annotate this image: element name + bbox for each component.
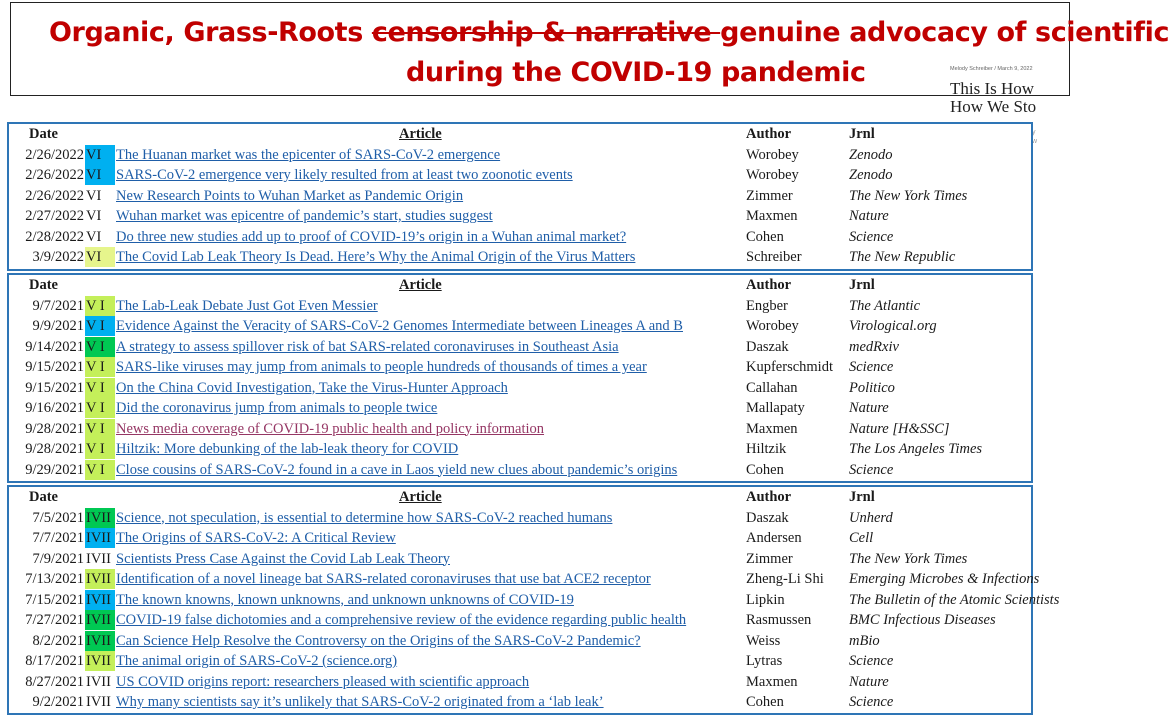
row-date: 8/17/2021 [25,653,84,669]
article-link[interactable]: The Lab-Leak Debate Just Got Even Messier [116,297,378,314]
table-row [9,610,1031,630]
row-author: Hiltzik [746,441,787,457]
row-journal: The Atlantic [849,297,921,314]
row-date: 2/28/2022 [25,228,84,245]
row-tag: IVII [85,610,115,630]
row-journal: The New York Times [849,550,968,567]
table-row [9,186,1031,206]
title-suffix: genuine advocacy of scientific [720,17,1169,48]
row-journal: The Los Angeles Times [849,441,983,457]
row-date: 7/15/2021 [25,591,84,608]
article-header: Article [399,277,442,293]
row-tag: VI [85,186,115,206]
article-link[interactable]: The Huanan market was the epicenter of SARS-CoV-2 emergence [116,146,501,163]
table-row [9,549,1031,569]
table-row [9,672,1031,692]
row-author: Cohen [746,694,784,710]
row-author: Worobey [746,146,799,163]
table-row [9,227,1031,247]
table-row [9,528,1031,548]
article-link[interactable]: SARS-CoV-2 emergence very likely resulted from at least two zoonotic events [116,167,573,183]
row-author: Daszak [746,509,789,526]
row-journal: The Bulletin of the Atomic Scientists [849,591,1060,608]
row-tag: VI [85,145,115,165]
row-date: 9/7/2021 [32,297,84,314]
journal-header: Jrnl [849,489,875,505]
page-title-line-1 [49,17,1169,48]
article-link[interactable]: Hiltzik: More debunking of the lab-leak theory for COVID [116,441,459,457]
article-link[interactable]: The Origins of SARS-CoV-2: A Critical Review [116,530,396,546]
row-author: Daszak [746,338,789,355]
article-link[interactable]: On the China Covid Investigation, Take the Virus-Hunter Approach [116,379,508,396]
table-row [9,316,1031,336]
row-date: 9/15/2021 [25,359,84,375]
row-journal: Politico [849,379,895,396]
row-journal: Virological.org [849,318,937,334]
date-header: Date [29,277,58,293]
article-link[interactable]: Close cousins of SARS-CoV-2 found in a cave in Laos yield new clues about pandemic’s origins [116,461,678,478]
row-tag: V I [85,337,115,357]
row-date: 9/15/2021 [25,379,84,396]
table-row [9,631,1031,651]
row-date: 2/26/2022 [25,187,84,204]
row-date: 9/14/2021 [25,338,84,355]
row-date: 9/9/2021 [32,318,84,334]
table-header [9,487,1031,507]
row-tag: IVII [85,692,115,712]
article-link[interactable]: A strategy to assess spillover risk of bat SARS-related coronaviruses in Southeast Asia [116,338,619,355]
title-struck-text: censorship & narrative [371,17,721,48]
row-date: 9/28/2021 [25,420,84,437]
row-journal: Cell [849,530,874,546]
row-date: 9/29/2021 [25,461,84,478]
table-row [9,508,1031,528]
row-author: Cohen [746,228,784,245]
row-tag: IVII [85,631,115,651]
article-header: Article [399,489,442,505]
article-link[interactable]: Science, not speculation, is essential to determine how SARS-CoV-2 reached humans [116,509,613,526]
row-journal: Science [849,228,894,245]
row-tag: IVII [85,528,115,548]
table-row [9,145,1031,165]
article-link[interactable]: SARS-like viruses may jump from animals to people hundreds of thousands of times a year [116,359,647,375]
title-box [10,2,1169,96]
row-author: Weiss [746,632,781,649]
article-link[interactable]: Scientists Press Case Against the Covid Lab Leak Theory [116,550,450,567]
row-journal: Nature [H&SSC] [849,420,950,437]
row-author: Zheng-Li Shi [746,571,824,587]
faint-char: w [1032,138,1038,145]
row-journal: The New Republic [849,249,956,265]
row-date: 3/9/2022 [32,249,84,265]
row-tag: VI [85,165,115,185]
row-journal: BMC Infectious Diseases [849,612,996,628]
row-journal: Nature [849,673,889,690]
row-author: Kupferschmidt [746,359,833,375]
row-tag: VI [85,227,115,247]
faint-char: y [1032,129,1036,136]
table-row [9,651,1031,671]
row-tag: IVII [85,590,115,610]
row-tag: IVII [85,672,115,692]
row-journal: Science [849,461,894,478]
article-link[interactable]: New Research Points to Wuhan Market as Pandemic Origin [116,187,464,204]
article-link[interactable]: Identification of a novel lineage bat SARS-related coronaviruses that use bat ACE2 receptor [116,571,651,587]
article-link[interactable]: US COVID origins report: researchers pleased with scientific approach [116,673,530,690]
journal-header: Jrnl [849,126,875,142]
row-journal: The New York Times [849,187,968,204]
row-date: 8/2/2021 [32,632,84,649]
row-journal: Nature [849,208,889,224]
row-journal: Science [849,694,894,710]
row-tag: VI [85,206,115,226]
table-row [9,398,1031,418]
row-author: Callahan [746,379,798,396]
author-header: Author [746,126,792,142]
article-link[interactable]: COVID-19 false dichotomies and a comprehensive review of the evidence regarding public health [116,612,687,628]
row-journal: Science [849,359,894,375]
row-author: Maxmen [746,420,798,437]
row-tag: IVII [85,549,115,569]
table-row [9,692,1031,712]
table-header [9,124,1031,144]
row-author: Rasmussen [746,612,812,628]
headline-line-1: This Is How [950,79,1035,98]
article-link[interactable]: News media coverage of COVID-19 public health and policy information [116,420,545,437]
table-row [9,378,1031,398]
section-sept-2021 [7,273,1033,483]
row-tag: V I [85,398,115,418]
page-title-line-2: during the COVID-19 pandemic [406,57,866,88]
row-journal: Unherd [849,509,893,526]
row-journal: Science [849,653,894,669]
row-tag: V I [85,378,115,398]
row-author: Zimmer [746,187,793,204]
row-tag: V I [85,419,115,439]
row-date: 7/7/2021 [32,530,84,546]
row-date: 7/13/2021 [25,571,84,587]
table-row [9,439,1031,459]
table-row [9,296,1031,316]
section-july-2021 [7,485,1060,715]
article-link[interactable]: Wuhan market was epicentre of pandemic’s start, studies suggest [116,208,493,224]
table-row [9,247,1031,267]
table-row [9,206,1031,226]
row-tag: V I [85,296,115,316]
row-tag: IVII [85,569,115,589]
table-row [9,165,1031,185]
article-byline: Melody Schreiber / March 9, 2022 [950,66,1033,72]
row-author: Lytras [746,653,783,669]
author-header: Author [746,489,792,505]
table-row [9,357,1031,377]
article-link[interactable]: The animal origin of SARS-CoV-2 (science.org) [116,653,398,669]
row-date: 9/2/2021 [32,694,84,710]
row-journal: mBio [849,632,880,649]
article-headline [950,80,1036,116]
row-tag: IVII [85,651,115,671]
table-row [9,460,1031,480]
article-link[interactable]: Why many scientists say it’s unlikely that SARS-CoV-2 originated from a ‘lab leak’ [116,694,604,710]
row-author: Engber [746,297,788,314]
row-tag: V I [85,460,115,480]
table-header [9,275,1031,295]
author-header: Author [746,277,792,293]
article-link[interactable]: The Covid Lab Leak Theory Is Dead. Here’s Why the Animal Origin of the Virus Matters [116,249,636,265]
row-author: Mallapaty [746,400,805,416]
row-author: Lipkin [746,591,785,608]
row-author: Schreiber [746,249,802,265]
row-date: 2/26/2022 [25,146,84,163]
headline-line-2: How We Sto [950,97,1037,116]
table-row [9,337,1031,357]
row-journal: Nature [849,400,889,416]
row-author: Zimmer [746,550,793,567]
row-date: 7/5/2021 [32,509,84,526]
row-date: 7/27/2021 [25,612,84,628]
journal-header: Jrnl [849,277,875,293]
row-date: 2/26/2022 [25,167,84,183]
row-author: Andersen [746,530,802,546]
article-link[interactable]: Did the coronavirus jump from animals to people twice [116,400,438,416]
row-tag: V I [85,357,115,377]
row-date: 2/27/2022 [25,208,84,224]
row-author: Maxmen [746,208,798,224]
article-link[interactable]: Can Science Help Resolve the Controversy on the Origins of the SARS-CoV-2 Pandemic? [116,632,641,649]
row-tag: V I [85,439,115,459]
row-date: 9/28/2021 [25,441,84,457]
row-journal: Emerging Microbes & Infections [849,571,1040,587]
row-author: Worobey [746,318,799,334]
row-date: 8/27/2021 [25,673,84,690]
row-journal: Zenodo [849,167,893,183]
article-link[interactable]: Do three new studies add up to proof of COVID-19’s origin in a Wuhan animal market? [116,228,627,245]
article-link[interactable]: Evidence Against the Veracity of SARS-CoV-2 Genomes Intermediate between Lineages A and B [116,318,683,334]
article-link[interactable]: The known knowns, known unknowns, and unknown unknowns of COVID-19 [116,591,574,608]
row-author: Worobey [746,167,799,183]
row-author: Maxmen [746,673,798,690]
title-prefix: Organic, Grass-Roots [49,17,372,48]
row-date: 7/9/2021 [32,550,84,567]
section-2022 [7,122,1033,271]
row-date: 9/16/2021 [25,400,84,416]
row-author: Cohen [746,461,784,478]
row-tag: V I [85,316,115,336]
table-row [9,590,1060,610]
row-tag: IVII [85,508,115,528]
row-journal: Zenodo [849,146,893,163]
date-header: Date [29,126,58,142]
row-journal: medRxiv [849,338,899,355]
article-header: Article [399,126,442,142]
table-row [9,419,1031,439]
date-header: Date [29,489,58,505]
table-row [9,569,1040,589]
row-tag: VI [85,247,115,267]
